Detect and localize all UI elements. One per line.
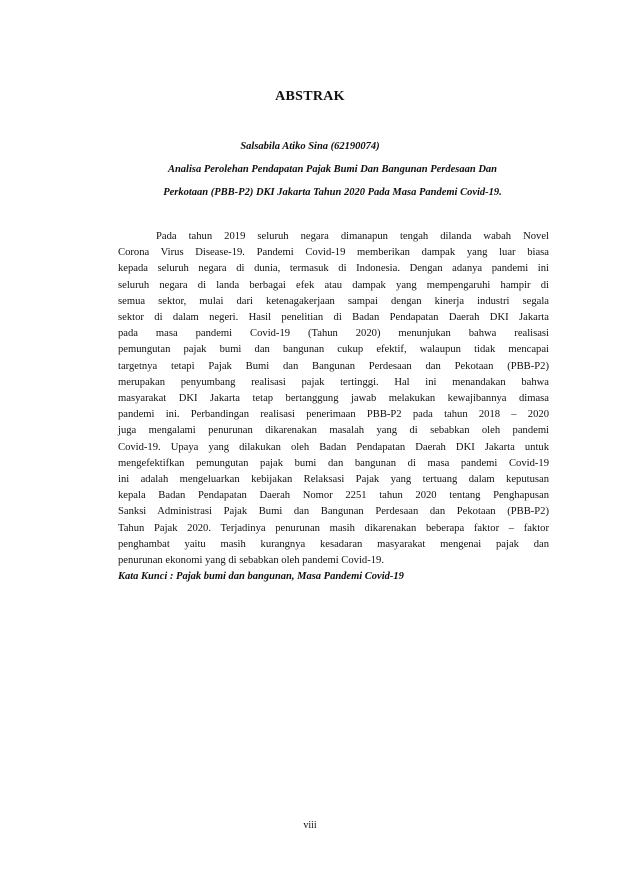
- keywords: Kata Kunci : Pajak bumi dan bangunan, Masa Pandemi Covid-19: [118, 571, 404, 582]
- abstract-line: seluruh negara di landa berbagai efek atau dampak yang mempengaruhi hampir di: [118, 279, 549, 291]
- abstract-line: kepala Badan Pendapatan Daerah Nomor 2251 tahun 2020 tentang Penghapusan: [118, 490, 549, 502]
- abstract-line: kepada seluruh negara di dunia, termasuk di Indonesia. Dengan adanya pandemi ini: [118, 263, 549, 275]
- abstract-line: penurunan ekonomi yang di sebabkan oleh pandemi Covid-19.: [118, 555, 384, 567]
- abstract-line: Sanksi Administrasi Pajak Bumi dan Bangunan Perdesaan dan Pekotaan (PBB-P2): [118, 506, 549, 518]
- abstract-line: targetnya tetapi Pajak Bumi dan Bangunan Perdesaan dan Pekotaan (PBB-P2): [118, 360, 549, 372]
- thesis-title: [125, 158, 540, 204]
- abstract-line: masyarakat DKI Jakarta tetap bertanggung jawab melakukan kewajibannya dimasa: [118, 393, 549, 405]
- author-line: Salsabila Atiko Sina (62190074): [240, 141, 380, 152]
- abstract-line: penghambat yaitu masih kurangnya kesadaran masyarakat mengenai pajak dan: [118, 538, 549, 550]
- abstract-line: pemungutan pajak bumi dan bangunan cukup efektif, walaupun tidak mencapai: [118, 344, 549, 356]
- abstract-line: pada masa pandemi Covid-19 (Tahun 2020) menunjukan bahwa realisasi: [118, 328, 549, 340]
- abstract-line: Pada tahun 2019 seluruh negara dimanapun tengah dilanda wabah Novel: [156, 231, 549, 242]
- abstract-line: mengefektifkan pemungutan pajak bumi dan bangunan di masa pandemi Covid-19: [118, 457, 549, 469]
- thesis-title-line: Analisa Perolehan Pendapatan Pajak Bumi Dan Bangunan Perdesaan Dan: [167, 164, 498, 175]
- abstract-line: semua sektor, mulai dari ketenagakerjaan sampai dengan kinerja industri segala: [118, 295, 549, 307]
- abstract-line: Tahun Pajak 2020. Terjadinya penurunan masih dikarenakan beberapa faktor – faktor: [118, 522, 549, 534]
- thesis-title-line: Perkotaan (PBB-P2) DKI Jakarta Tahun 2020 Pada Masa Pandemi Covid-19.: [163, 187, 502, 198]
- abstract-line: Corona Virus Disease-19. Pandemi Covid-19 memberikan dampak yang luar biasa: [118, 247, 549, 259]
- abstract-line: sektor di dalam negeri. Hasil penelitian di Badan Pendapatan Daerah DKI Jakarta: [118, 312, 549, 324]
- abstract-line: juga mengalami penurunan dikarenakan masalah yang di sebabkan oleh pandemi: [118, 425, 549, 437]
- abstract-line: merupakan penyumbang realisasi pajak tertinggi. Hal ini menandakan bahwa: [118, 376, 549, 388]
- abstract-line: Covid-19. Upaya yang dilakukan oleh Badan Pendapatan Daerah DKI Jakarta untuk: [118, 441, 549, 453]
- abstract-line: ini adalah mengeluarkan kebijakan Relaksasi Pajak yang tertuang dalam keputusan: [118, 474, 549, 486]
- abstract-line: pandemi ini. Perbandingan realisasi penerimaan PBB-P2 pada tahun 2018 – 2020: [118, 409, 549, 421]
- page-number: viii: [303, 820, 317, 831]
- abstract-body: [118, 229, 549, 569]
- page-title: ABSTRAK: [275, 89, 345, 104]
